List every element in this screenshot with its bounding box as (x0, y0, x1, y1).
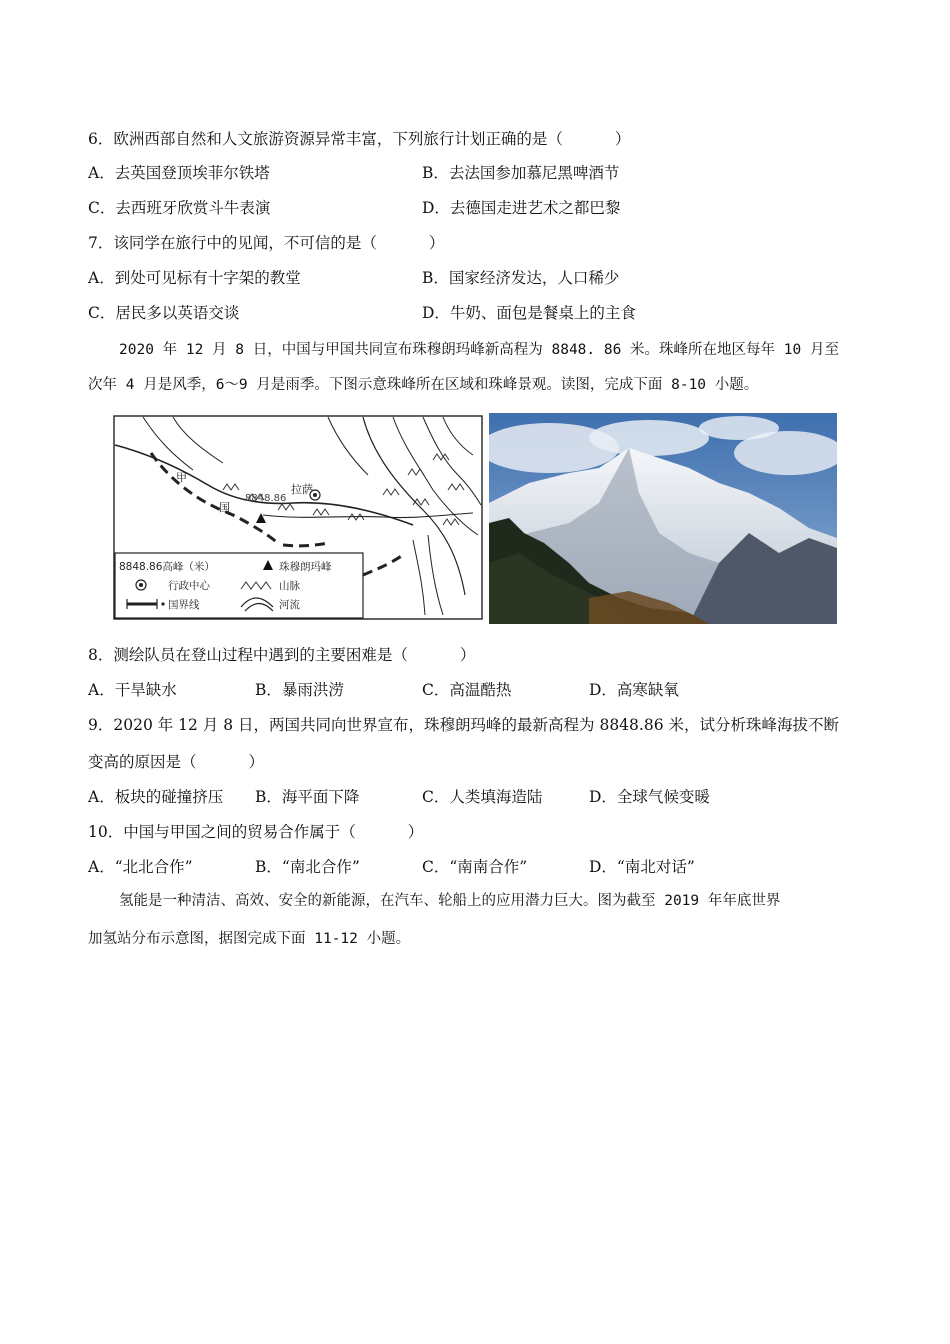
q9-option-a: A．板块的碰撞挤压 (88, 788, 224, 806)
q7-option-d: D．牛奶、面包是餐桌上的主食 (422, 304, 636, 322)
q6-option-c: C．去西班牙欣赏斗牛表演 (88, 199, 271, 217)
question-9-stem-line-1: 9．2020 年 12 月 8 日，两国共同向世界宣布，珠穆朗玛峰的最新高程为 8848.86 米，试分析珠峰海拔不断 (88, 716, 839, 734)
intro-1-line-2: 次年 4 月是风季，6～9 月是雨季。下图示意珠峰所在区域和珠峰景观。读图，完成下面 8-10 小题。 (88, 377, 759, 393)
q9-option-d: D．全球气候变暖 (589, 788, 710, 806)
q7-option-b: B．国家经济发达，人口稀少 (422, 269, 620, 287)
intro-2-line-1: 氢能是一种清洁、高效、安全的新能源，在汽车、轮船上的应用潜力巨大。图为截至 2019 年年底世界 (119, 893, 781, 909)
q10-option-a: A．“北北合作” (88, 858, 193, 876)
q8-option-c: C．高温酷热 (422, 681, 512, 699)
q7-option-c: C．居民多以英语交谈 (88, 304, 240, 322)
everest-region-map (113, 415, 483, 620)
legend-mountains: 山脉 (279, 580, 300, 592)
map-label-jia: 甲 (176, 471, 187, 484)
q6-option-b: B．去法国参加慕尼黑啤酒节 (422, 164, 620, 182)
map-label-peak-height: 8848.86 (245, 493, 287, 504)
q9-option-c: C．人类填海造陆 (422, 788, 543, 806)
q10-option-d: D．“南北对话” (589, 858, 695, 876)
q6-option-d: D．去德国走进艺术之都巴黎 (422, 199, 621, 217)
q9-option-b: B．海平面下降 (255, 788, 360, 806)
q7-option-a: A．到处可见标有十字架的教堂 (88, 269, 301, 287)
question-10-stem: 10．中国与甲国之间的贸易合作属于（ ） (88, 823, 424, 841)
question-6-stem: 6．欧洲西部自然和人文旅游资源异常丰富，下列旅行计划正确的是（ ） (88, 130, 631, 148)
q10-option-b: B．“南北合作” (255, 858, 360, 876)
q6-option-a: A．去英国登顶埃菲尔铁塔 (88, 164, 270, 182)
question-8-stem: 8．测绘队员在登山过程中遇到的主要困难是（ ） (88, 646, 476, 664)
intro-2-line-2: 加氢站分布示意图，据图完成下面 11-12 小题。 (88, 931, 411, 947)
legend-admin-center: 行政中心 (168, 580, 210, 592)
map-label-guo: 国 (219, 501, 230, 514)
legend-peak-height: 8848.86高峰（米） (119, 561, 215, 573)
question-7-stem: 7．该同学在旅行中的见闻，不可信的是（ ） (88, 234, 445, 252)
legend-everest: 珠穆朗玛峰 (279, 561, 332, 573)
map-label-lhasa: 拉萨 (291, 483, 313, 496)
q10-option-c: C．“南南合作” (422, 858, 528, 876)
question-9-stem-line-2: 变高的原因是（ ） (88, 753, 265, 771)
q8-option-d: D．高寒缺氧 (589, 681, 679, 699)
legend-river: 河流 (279, 599, 300, 611)
legend-border: 国界线 (168, 599, 200, 611)
q8-option-a: A．干旱缺水 (88, 681, 177, 699)
snow-mountain-photo (489, 413, 837, 624)
q8-option-b: B．暴雨洪涝 (255, 681, 344, 699)
intro-1-line-1: 2020 年 12 月 8 日，中国与甲国共同宣布珠穆朗玛峰新高程为 8848. 86 米。珠峰所在地区每年 10 月至 (119, 342, 839, 358)
